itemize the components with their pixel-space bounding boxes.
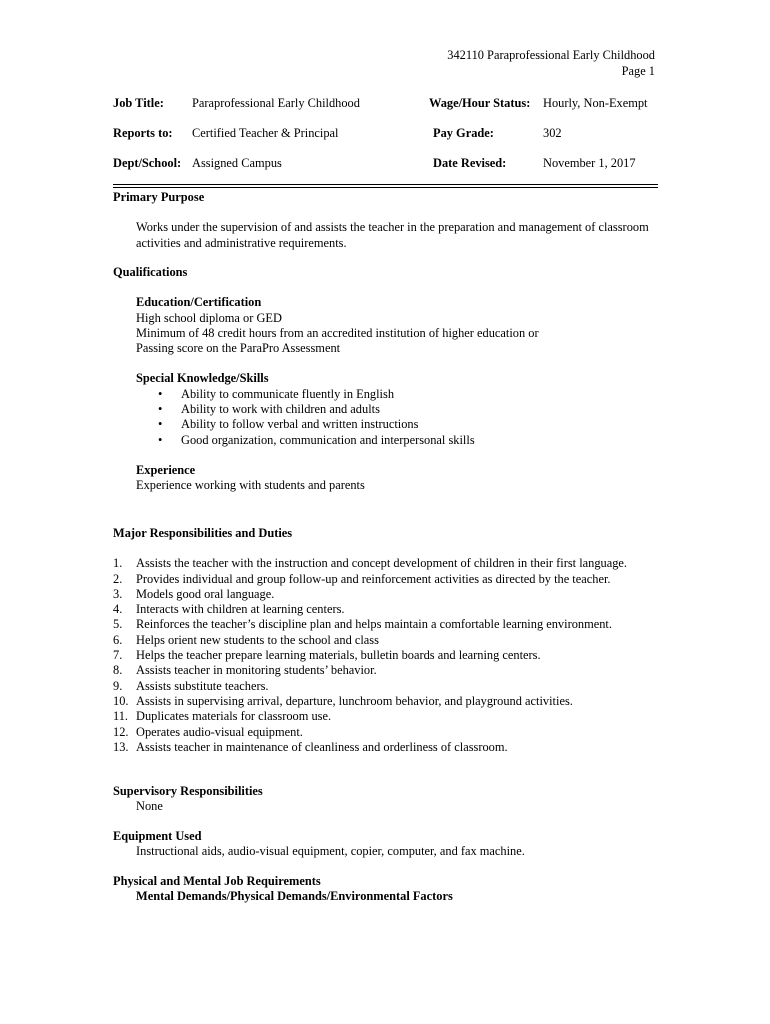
duty-text: Helps the teacher prepare learning materials, bulletin boards and learning centers. bbox=[136, 648, 541, 663]
pay-grade-value: 302 bbox=[543, 126, 562, 140]
skills-list bbox=[113, 387, 658, 448]
header-page-number: Page 1 bbox=[621, 64, 655, 78]
document-header bbox=[447, 47, 655, 79]
item-number: 11. bbox=[113, 709, 129, 724]
list-item bbox=[113, 633, 658, 648]
bullet-icon: • bbox=[158, 432, 163, 447]
item-number: 7. bbox=[113, 648, 123, 663]
supervisory-section bbox=[113, 784, 658, 815]
equipment-text: Instructional aids, audio-visual equipment, copier, computer, and fax machine. bbox=[136, 844, 525, 859]
dept-school-label: Dept/School: bbox=[113, 156, 182, 170]
wage-status-value: Hourly, Non-Exempt bbox=[543, 96, 648, 110]
header-document-title: 342110 Paraprofessional Early Childhood bbox=[447, 48, 655, 62]
pay-grade-label: Pay Grade: bbox=[433, 126, 494, 140]
primary-purpose-section bbox=[113, 190, 658, 251]
experience-text: Experience working with students and parents bbox=[136, 478, 365, 493]
duty-text: Reinforces the teacher’s discipline plan and helps maintain a comfortable learning environment. bbox=[136, 617, 612, 632]
qualifications-section bbox=[113, 265, 658, 494]
info-row-dept bbox=[113, 155, 658, 171]
list-item bbox=[113, 617, 658, 632]
physical-section bbox=[113, 874, 658, 905]
duty-text: Models good oral language. bbox=[136, 586, 275, 601]
duty-text: Assists in supervising arrival, departure, lunchroom behavior, and playground activities. bbox=[136, 693, 573, 708]
list-item bbox=[113, 740, 658, 755]
job-title-label: Job Title: bbox=[113, 96, 164, 110]
job-title-value: Paraprofessional Early Childhood bbox=[192, 96, 360, 110]
item-number: 3. bbox=[113, 586, 123, 601]
item-number: 10. bbox=[113, 693, 129, 708]
info-row-job-title bbox=[113, 95, 658, 111]
experience-heading: Experience bbox=[136, 462, 196, 477]
list-item bbox=[113, 725, 658, 740]
list-item bbox=[113, 602, 658, 617]
supervisory-text: None bbox=[136, 799, 163, 814]
reports-to-label: Reports to: bbox=[113, 126, 173, 140]
bullet-icon: • bbox=[158, 417, 163, 432]
duty-text: Provides individual and group follow-up and reinforcement activities as directed by the teacher. bbox=[136, 571, 611, 586]
duty-text: Duplicates materials for classroom use. bbox=[136, 709, 332, 724]
item-number: 2. bbox=[113, 571, 123, 586]
list-item bbox=[113, 556, 658, 571]
date-revised-value: November 1, 2017 bbox=[543, 156, 636, 170]
list-item bbox=[113, 648, 658, 663]
item-number: 9. bbox=[113, 678, 123, 693]
item-number: 6. bbox=[113, 632, 123, 647]
primary-purpose-text: Works under the supervision of and assists the teacher in the preparation and management of classroom activities and administrative requirements. bbox=[136, 220, 649, 250]
list-item bbox=[113, 587, 658, 602]
item-number: 8. bbox=[113, 663, 123, 678]
duty-text: Interacts with children at learning centers. bbox=[136, 602, 345, 617]
list-item bbox=[113, 572, 658, 587]
skill-text: Ability to follow verbal and written instructions bbox=[181, 417, 419, 432]
duty-text: Assists teacher in maintenance of cleanliness and orderliness of classroom. bbox=[136, 739, 508, 754]
list-item bbox=[158, 417, 658, 432]
duties-heading: Major Responsibilities and Duties bbox=[113, 526, 293, 540]
duty-text: Operates audio-visual equipment. bbox=[136, 724, 303, 739]
qualifications-heading: Qualifications bbox=[113, 265, 188, 279]
wage-status-label: Wage/Hour Status: bbox=[429, 96, 531, 110]
list-item bbox=[158, 387, 658, 402]
bullet-icon: • bbox=[158, 402, 163, 417]
supervisory-heading: Supervisory Responsibilities bbox=[113, 784, 263, 798]
info-row-reports-to bbox=[113, 125, 658, 141]
list-item bbox=[113, 663, 658, 678]
duty-text: Assists the teacher with the instruction and concept development of children in their first language. bbox=[136, 556, 628, 571]
education-heading: Education/Certification bbox=[136, 295, 262, 310]
bullet-icon: • bbox=[158, 386, 163, 401]
equipment-heading: Equipment Used bbox=[113, 829, 202, 843]
physical-heading: Physical and Mental Job Requirements bbox=[113, 874, 321, 888]
education-item: Passing score on the ParaPro Assessment bbox=[136, 341, 341, 356]
physical-subheading: Mental Demands/Physical Demands/Environmental Factors bbox=[136, 889, 453, 904]
skill-text: Ability to work with children and adults bbox=[181, 402, 380, 417]
item-number: 13. bbox=[113, 739, 129, 754]
duties-list bbox=[113, 556, 658, 755]
header-divider-bottom bbox=[113, 187, 658, 188]
item-number: 12. bbox=[113, 724, 129, 739]
list-item bbox=[158, 402, 658, 417]
primary-purpose-heading: Primary Purpose bbox=[113, 190, 205, 204]
date-revised-label: Date Revised: bbox=[433, 156, 507, 170]
list-item bbox=[113, 679, 658, 694]
duty-text: Helps orient new students to the school and class bbox=[136, 632, 379, 647]
list-item bbox=[158, 433, 658, 448]
dept-school-value: Assigned Campus bbox=[192, 156, 282, 170]
item-number: 5. bbox=[113, 617, 123, 632]
reports-to-value: Certified Teacher & Principal bbox=[192, 126, 339, 140]
duty-text: Assists substitute teachers. bbox=[136, 678, 269, 693]
equipment-section bbox=[113, 829, 658, 860]
duty-text: Assists teacher in monitoring students’ behavior. bbox=[136, 663, 377, 678]
item-number: 1. bbox=[113, 556, 123, 571]
education-item: Minimum of 48 credit hours from an accredited institution of higher education or bbox=[136, 325, 539, 340]
item-number: 4. bbox=[113, 602, 123, 617]
list-item bbox=[113, 694, 658, 709]
duties-section bbox=[113, 526, 658, 755]
skill-text: Good organization, communication and interpersonal skills bbox=[181, 432, 475, 447]
list-item bbox=[113, 709, 658, 724]
education-item: High school diploma or GED bbox=[136, 310, 282, 325]
skills-heading: Special Knowledge/Skills bbox=[136, 371, 269, 386]
skill-text: Ability to communicate fluently in English bbox=[181, 386, 395, 401]
header-divider-top bbox=[113, 184, 658, 185]
